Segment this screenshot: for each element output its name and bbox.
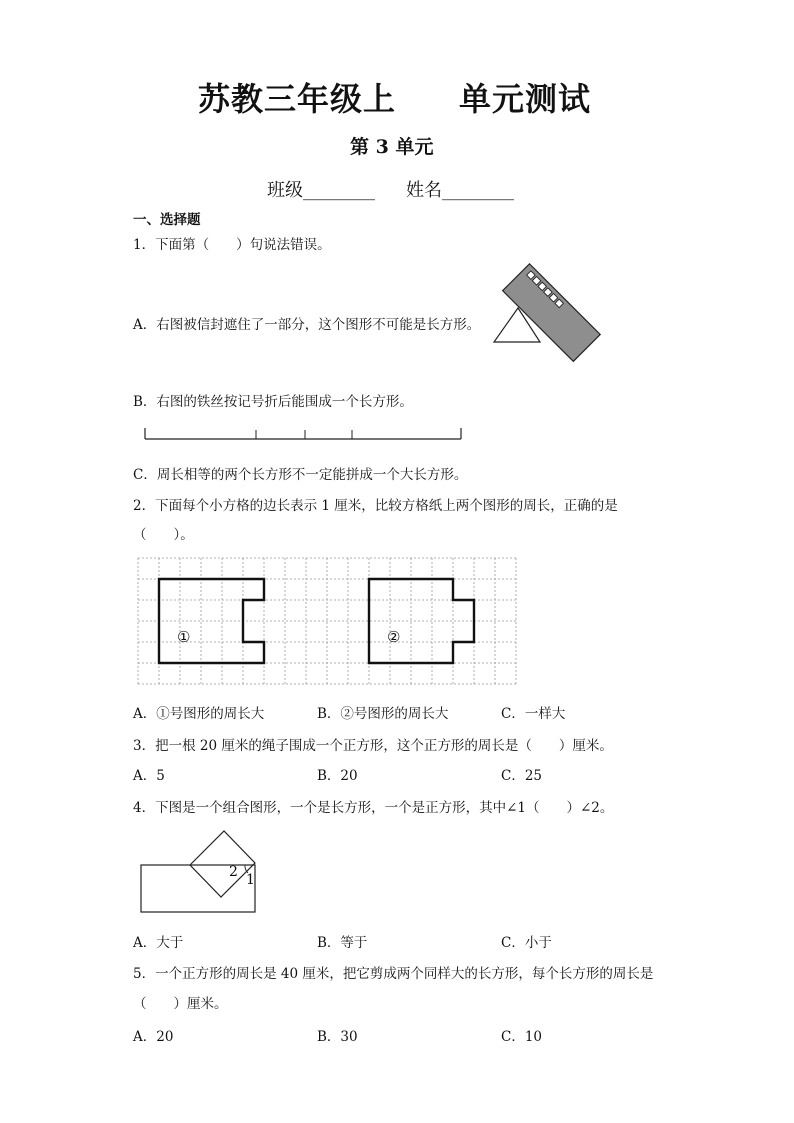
q5-option-a: A．20 <box>133 1029 174 1045</box>
q2-option-b: B．②号图形的周长大 <box>317 706 449 722</box>
angle-1-label: 1 <box>246 872 255 888</box>
q1-option-b: B．右图的铁丝按记号折后能围成一个长方形。 <box>133 394 413 410</box>
q5-stem-line1: 5．一个正方形的周长是 40 厘米，把它剪成两个同样大的长方形，每个长方形的周长是 <box>133 966 654 982</box>
q4-option-c: C．小于 <box>501 935 552 951</box>
q4-stem: 4．下图是一个组合图形，一个是长方形，一个是正方形，其中∠1（ ）∠2。 <box>133 800 614 816</box>
class-label: 班级________ <box>267 180 375 201</box>
grid-figure <box>130 550 530 690</box>
q5-stem-line2: （ ）厘米。 <box>133 996 228 1012</box>
envelope-figure <box>480 258 610 378</box>
q2-option-a: A．①号图形的周长大 <box>133 706 265 722</box>
q1-option-c: C．周长相等的两个长方形不一定能拼成一个大长方形。 <box>133 467 468 483</box>
q3-option-c: C．25 <box>501 768 543 784</box>
section-heading: 一、选择题 <box>133 212 201 228</box>
angle-2-label: 2 <box>229 864 238 880</box>
q2-stem-line2: （ ）。 <box>133 527 194 543</box>
q2-option-c: C．一样大 <box>501 706 566 722</box>
q3-stem: 3．把一根 20 厘米的绳子围成一个正方形，这个正方形的周长是（ ）厘米。 <box>133 738 613 754</box>
q5-option-b: B．30 <box>317 1029 358 1045</box>
figure-2-label: ② <box>387 628 401 646</box>
figure-1-label: ① <box>177 628 191 646</box>
q2-stem-line1: 2．下面每个小方格的边长表示 1 厘米，比较方格纸上两个图形的周长，正确的是 <box>133 498 618 514</box>
q1-stem: 1．下面第（ ）句说法错误。 <box>133 237 331 253</box>
q4-option-a: A．大于 <box>133 935 184 951</box>
q1-option-a: A．右图被信封遮住了一部分，这个图形不可能是长方形。 <box>133 317 481 333</box>
title-right: 单元测试 <box>459 80 592 118</box>
title-left: 苏教三年级上 <box>198 80 397 118</box>
name-label: 姓名________ <box>406 180 514 201</box>
q5-option-c: C．10 <box>501 1029 543 1045</box>
q4-option-b: B．等于 <box>317 935 368 951</box>
subtitle: 第 3 单元 <box>350 136 434 158</box>
q3-option-a: A．5 <box>133 768 165 784</box>
q3-option-b: B．20 <box>317 768 358 784</box>
wire-figure <box>140 424 470 444</box>
